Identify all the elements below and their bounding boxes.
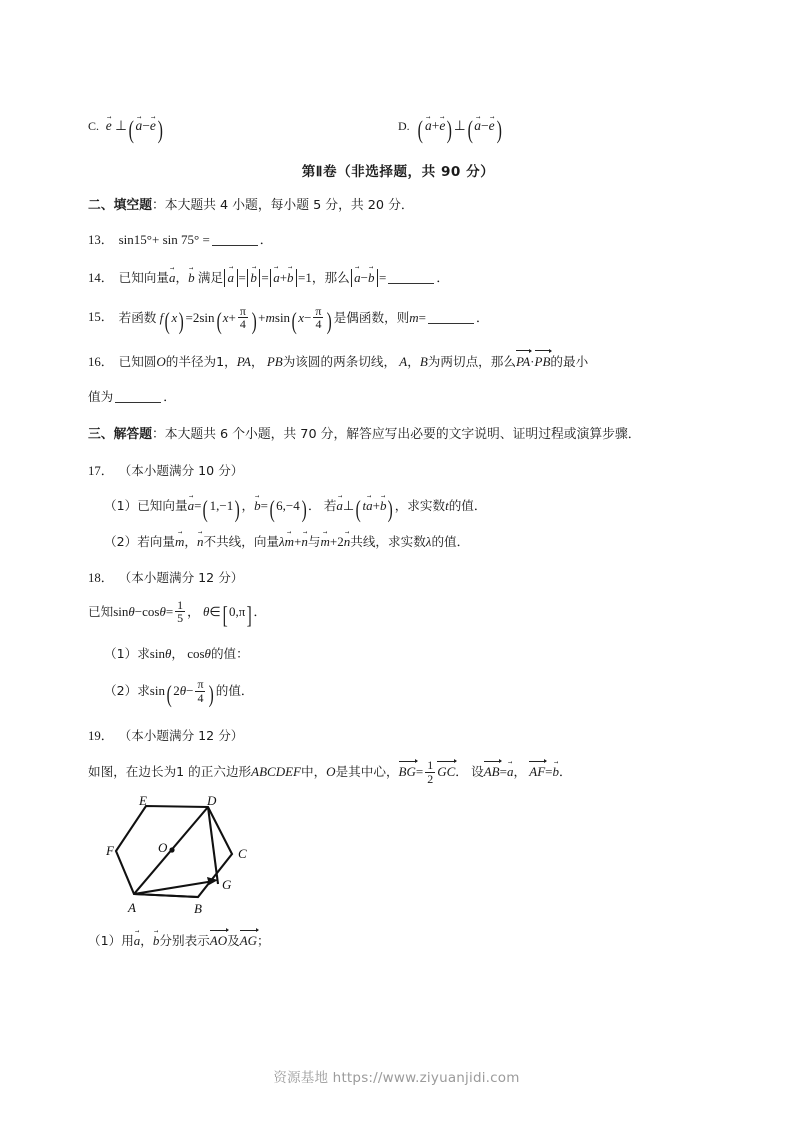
vector-a: a → xyxy=(188,498,195,514)
period-2: ． xyxy=(559,763,572,779)
vector-b: b → xyxy=(188,270,195,286)
minus-symbol: − xyxy=(304,309,312,325)
answer-blank-13[interactable] xyxy=(212,245,258,246)
theta-symbol-2: θ xyxy=(204,645,211,661)
q14-mid-text: 满足 xyxy=(197,270,223,285)
vector-a-2: a → xyxy=(336,498,343,514)
q14-then-text: ，那么 xyxy=(311,270,350,285)
answer-section-title: 解答题 xyxy=(113,426,152,442)
vector-a-sum: a → xyxy=(273,269,280,287)
question-13 xyxy=(88,229,708,248)
lambda-symbol-2: λ xyxy=(425,533,432,549)
scalar-t: t xyxy=(362,497,367,513)
hexagon-diagram-svg xyxy=(106,794,256,916)
part-label-2: （2） xyxy=(104,682,138,698)
q19-stem-center-text: 是其中心， xyxy=(335,763,399,779)
theta-symbol: θ xyxy=(179,682,187,698)
sin-operator: sin xyxy=(149,645,165,661)
coefficient-2: 2 xyxy=(337,533,344,549)
q18p2-tail: 的值． xyxy=(215,682,254,698)
paper-part-heading xyxy=(88,160,708,180)
vector-a: a → xyxy=(425,118,432,134)
question-14 xyxy=(88,267,708,287)
question-18-part-2: （2）求sin( 2θ− $\frac{\pi}{4}$ ) 的值． xyxy=(104,677,254,709)
equals-symbol: = xyxy=(202,232,210,247)
plus-symbol-2: + xyxy=(329,533,338,549)
question-17-number: 17． xyxy=(88,463,114,478)
period: ． xyxy=(307,497,321,513)
ji-text: 及 xyxy=(227,932,240,948)
perp-symbol: ⊥ xyxy=(342,497,355,513)
circle-O: O xyxy=(156,353,166,369)
period: ． xyxy=(163,388,176,404)
variable-m-2: m xyxy=(409,309,419,325)
fill-in-section-heading xyxy=(88,194,708,213)
minus-symbol: − xyxy=(480,118,489,133)
q15-tail-text: 是偶函数，则 xyxy=(333,309,410,325)
theta-symbol-2: θ xyxy=(159,603,166,619)
qiu-text: 求 xyxy=(137,682,150,698)
vector-a: a → xyxy=(135,118,142,134)
sin-operator: sin xyxy=(113,603,129,619)
vector-a-2: a → xyxy=(474,118,481,134)
vector-a: a → xyxy=(507,764,514,780)
vector-PA: PA xyxy=(515,353,531,369)
answer-blank-16[interactable] xyxy=(115,402,161,403)
sin15-term: sin15° xyxy=(118,232,152,247)
label-D: D xyxy=(207,793,217,808)
question-17-points: （本小题满分 10 分） xyxy=(118,462,244,478)
question-14-number: 14． xyxy=(88,271,114,285)
vector-PB: PB xyxy=(534,353,551,369)
choice-c-label: C. xyxy=(88,119,100,133)
choice-option-d[interactable] xyxy=(398,114,503,144)
plus-symbol-2: + xyxy=(258,309,266,325)
vector-BG: BG xyxy=(398,763,416,779)
sin-operator: sin xyxy=(199,309,215,325)
q16-lead: 已知圆 xyxy=(118,353,157,369)
cos-operator: cos xyxy=(187,645,205,661)
site-watermark: 资源基地 https://www.ziyuanjidi.com xyxy=(273,1070,520,1086)
vector-b-abs: b → xyxy=(250,269,257,287)
part-label-2: （2） xyxy=(104,533,138,549)
vector-a-abs: a → xyxy=(228,269,235,287)
choice-row-cd xyxy=(88,114,708,144)
answer-section-marker: 三、 xyxy=(88,426,114,442)
question-13-body xyxy=(119,229,708,248)
choice-option-c[interactable] xyxy=(88,114,164,144)
segment-PA: PA xyxy=(236,353,251,369)
choice-d-label: D. xyxy=(398,119,410,133)
answer-blank-15[interactable] xyxy=(428,323,474,324)
label-A: A xyxy=(128,899,136,915)
element-of-symbol: ∈ xyxy=(209,603,221,619)
q17p2-tail2: 的值． xyxy=(431,533,470,549)
q17p1-tail: ，求实数 xyxy=(394,497,446,513)
heading-suffix: 卷（非选择题，共 90 分） xyxy=(322,164,495,180)
question-17-part-1: （1）已知向量a →=( 1,−1) ，b →=( 6,−4) ． 若a →⊥( ta →+b →) ，求实数t的值． xyxy=(104,495,708,514)
question-15-number: 15． xyxy=(88,309,114,324)
vector-a-components: 1,−1 xyxy=(209,497,234,513)
comma: ， xyxy=(513,763,527,779)
choice-c-expression: e → ⊥( a →−e →) xyxy=(102,118,164,133)
question-16-number: 16． xyxy=(88,354,114,369)
variable-x: x xyxy=(171,309,178,325)
four-denominator: 4 xyxy=(239,317,246,332)
comma-2: ， xyxy=(407,353,420,369)
theta-symbol: θ xyxy=(128,603,135,619)
vector-n-3: n → xyxy=(344,534,351,550)
q19-stem-mid: 中， xyxy=(300,763,327,779)
question-19-number: 19． xyxy=(88,728,114,743)
point-A: A xyxy=(399,353,408,369)
q19p1-tail: ； xyxy=(257,932,270,948)
qiu-text: 求 xyxy=(137,645,150,661)
plus-symbol: + xyxy=(294,533,302,549)
question-15 xyxy=(88,303,708,335)
period: ． xyxy=(455,763,468,779)
question-16-line1 xyxy=(119,351,708,370)
cos-operator: cos xyxy=(142,603,160,619)
choice-d-expression: ( a →+e →) ⊥( a →−e →) xyxy=(413,118,503,133)
label-E: E xyxy=(139,793,147,808)
answer-section-desc: ：本大题共 6 个小题，共 70 分，解答应写出必要的文字说明、证明过程或演算步骤． xyxy=(151,426,641,442)
question-14-body: 已知向量a →，b → 满足 a → = b → = a →+b → =1，那么 a →−b → = ． xyxy=(119,267,708,287)
vector-b-diff: b → xyxy=(368,269,375,287)
comma: ， xyxy=(171,645,184,661)
point-B: B xyxy=(419,353,428,369)
comma: ， xyxy=(241,497,255,513)
equals-symbol-2: = xyxy=(260,497,268,513)
vector-b: b → xyxy=(254,498,261,514)
q16-radius-text: 的半径为1， xyxy=(165,353,237,369)
theta-symbol-3: θ xyxy=(203,603,210,619)
q15-lead-text: 若函数 xyxy=(118,309,157,325)
q16-then-text: 为两切点，那么 xyxy=(427,353,516,369)
vector-a: a → xyxy=(169,270,176,286)
vector-m-2: m → xyxy=(285,534,294,550)
fraction-numerator: 1 xyxy=(427,758,434,773)
question-17-part-2 xyxy=(104,531,708,550)
label-B: B xyxy=(194,900,202,916)
dot-product-symbol: · xyxy=(530,353,535,369)
comma: ， xyxy=(175,270,189,285)
vector-b-2: b → xyxy=(380,498,387,514)
sin-operator-2: sin xyxy=(274,309,291,325)
period: ． xyxy=(259,232,273,247)
period: ． xyxy=(253,603,267,619)
vector-AF: AF xyxy=(529,763,546,779)
she-text: 设 xyxy=(471,763,484,779)
theta-symbol: θ xyxy=(164,645,172,661)
vector-b-components: 6,−4 xyxy=(276,497,300,513)
pi-numerator: π xyxy=(197,677,204,692)
sin75-term: sin 75° xyxy=(162,232,200,247)
q17p1-tail2: 的值． xyxy=(448,497,487,513)
question-17-header xyxy=(88,460,708,479)
comma: ， xyxy=(184,533,197,549)
given-label: 已知 xyxy=(88,603,114,619)
vector-e: e → xyxy=(106,118,112,134)
minus-symbol: − xyxy=(142,118,150,133)
label-F: F xyxy=(106,842,114,858)
plus-symbol: + xyxy=(151,232,160,247)
equals-symbol-3: = xyxy=(545,763,553,779)
four-denominator: 4 xyxy=(197,690,204,705)
part-label-1: （1） xyxy=(104,645,138,661)
vector-AB: AB xyxy=(483,763,500,779)
answer-blank-14[interactable] xyxy=(388,283,434,284)
minus-symbol: − xyxy=(186,682,194,698)
question-19-header xyxy=(88,725,708,744)
q16-value-text: 值为 xyxy=(88,388,114,404)
heading-roman-numeral: Ⅱ xyxy=(315,164,323,179)
equals-symbol: = xyxy=(415,763,424,779)
four-denominator-2: 4 xyxy=(315,317,322,332)
vector-AG: AG xyxy=(239,932,258,948)
center-point-O-dot xyxy=(169,847,174,852)
segment-PB: PB xyxy=(266,353,283,369)
q18p1-tail: 的值： xyxy=(210,645,249,661)
perp-symbol: ⊥ xyxy=(453,118,466,133)
vector-a-3: a → xyxy=(366,498,373,514)
pi-numerator-2: π xyxy=(315,303,322,318)
q16-min-text: 的最小 xyxy=(550,353,589,369)
page-content xyxy=(88,114,708,968)
plus-symbol: + xyxy=(372,497,380,513)
question-19-part-1 xyxy=(88,930,708,949)
question-18-part-1 xyxy=(104,643,708,662)
vector-b: b → xyxy=(153,933,160,949)
question-18-header xyxy=(88,567,708,586)
sin-operator: sin xyxy=(149,682,165,698)
equals-symbol: = xyxy=(194,497,202,513)
yu-text: 与 xyxy=(307,533,321,549)
question-13-number: 13． xyxy=(88,233,114,247)
fraction-numerator: 1 xyxy=(177,597,184,612)
pi-numerator: π xyxy=(239,303,246,318)
fraction-denominator: 2 xyxy=(427,771,434,786)
scalar-t-2: t xyxy=(445,497,449,513)
function-f: f xyxy=(159,309,164,325)
variable-m: m xyxy=(265,309,275,325)
label-C: C xyxy=(238,845,247,861)
perp-symbol: ⊥ xyxy=(115,118,127,133)
equals-symbol: = xyxy=(379,270,387,285)
question-16-line2 xyxy=(88,386,708,405)
question-15-body: 若函数 f( x) =2sin( x+ $\frac{\pi}{4}$ ) +msin( x− $\frac{\pi}{4}$ ) 是偶函数，则m= ． xyxy=(118,303,489,335)
question-18-number: 18． xyxy=(88,570,114,585)
vector-e: e → xyxy=(439,118,445,134)
q17p2-tail: 共线，求实数 xyxy=(350,533,426,549)
q19p1-mid: 分别表示 xyxy=(159,932,210,948)
vector-n-2: n → xyxy=(301,534,308,550)
q17p2-mid: 不共线，向量 xyxy=(203,533,280,549)
period: ． xyxy=(476,309,489,325)
hexagon-name: ABCDEF xyxy=(251,763,301,779)
equals-symbol: = xyxy=(185,309,193,325)
equals-symbol: = xyxy=(165,603,174,619)
fraction-denominator: 5 xyxy=(177,611,184,626)
vector-b: b → xyxy=(553,764,560,780)
yong-text: 用 xyxy=(121,932,134,948)
plus-symbol: + xyxy=(228,309,236,325)
ruo-text: 若 xyxy=(323,497,337,513)
fill-in-section-title: 填空题 xyxy=(113,198,152,213)
vector-m: m → xyxy=(175,534,184,550)
answer-section-heading xyxy=(88,423,708,442)
fill-in-section-desc: ：本大题共 4 小题，每小题 5 分，共 20 分． xyxy=(151,198,414,213)
vector-m-3: m → xyxy=(321,534,330,550)
lambda-symbol: λ xyxy=(279,533,285,549)
question-18-points: （本小题满分 12 分） xyxy=(118,569,244,585)
equals-one: =1 xyxy=(298,270,312,285)
center-O: O xyxy=(326,763,336,779)
question-18-given: 已知sinθ−cosθ= $\frac{1}{5}$ ， θ∈[ 0,π] ． xyxy=(88,597,267,630)
part-label-1: （1） xyxy=(104,497,138,513)
vector-GC: GC xyxy=(437,763,456,779)
q14-lead-text: 已知向量 xyxy=(118,270,169,285)
vector-a: a → xyxy=(134,933,141,949)
q17p1-lead: 已知向量 xyxy=(137,497,188,513)
vector-b-sum: b → xyxy=(287,269,294,287)
comma: ， xyxy=(187,603,200,619)
vector-a-diff: a → xyxy=(354,269,361,287)
question-19-stem xyxy=(88,760,708,786)
vector-AO: AO xyxy=(209,932,228,948)
question-19-points: （本小题满分 12 分） xyxy=(118,727,244,743)
comma-1: ， xyxy=(250,353,264,369)
vector-e-2: e → xyxy=(489,118,495,134)
hexagon-figure xyxy=(106,794,256,916)
q19-stem-lead: 如图，在边长为1 的正六边形 xyxy=(88,763,252,779)
coefficient-2: 2 xyxy=(192,309,200,325)
coefficient-2: 2 xyxy=(173,682,180,698)
heading-prefix: 第 xyxy=(301,164,316,180)
period: ． xyxy=(436,270,449,285)
minus-symbol: − xyxy=(134,603,143,619)
segment-AB xyxy=(134,894,198,897)
question-16 xyxy=(88,351,708,405)
equals-symbol-2: = xyxy=(499,763,507,779)
plus-symbol: + xyxy=(431,118,440,133)
vector-n: n → xyxy=(197,534,204,550)
part-label-1: （1） xyxy=(88,932,122,948)
q17p2-lead: 若向量 xyxy=(137,533,175,549)
variable-x-3: x xyxy=(298,309,305,325)
equals-symbol-2: = xyxy=(418,309,426,325)
fill-in-section-marker: 二、 xyxy=(88,198,114,213)
label-O: O xyxy=(158,839,168,855)
theta-interval: 0,π xyxy=(228,603,246,619)
q16-tangent-text: 为该圆的两条切线， xyxy=(282,353,397,369)
label-G: G xyxy=(222,876,232,892)
variable-x-2: x xyxy=(222,309,229,325)
comma: ， xyxy=(140,932,153,948)
vector-e-2: e → xyxy=(150,118,156,134)
